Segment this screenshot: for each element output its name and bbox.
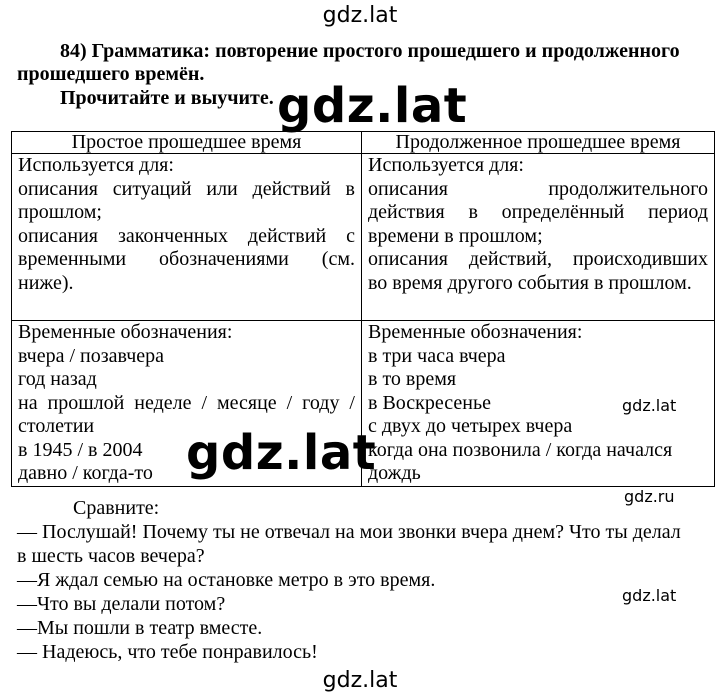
table-line: когда она позвонила / когда начался (368, 438, 673, 461)
table-line: времени в прошлом; (368, 224, 543, 247)
table-line: в то время (368, 368, 457, 390)
table-line: в 1945 / в 2004 (18, 438, 143, 461)
header-past-simple: Простое прошедшее время (12, 132, 362, 154)
exercise-instruction: Прочитайте и выучите. (60, 87, 274, 109)
table-line: Используется для: (18, 154, 174, 176)
table-line: на прошлой неделе / месяце / году / (18, 391, 355, 414)
table-line: столетии (18, 415, 95, 437)
watermark-bottom: gdz.lat (322, 668, 398, 693)
dialog-line: в шесть часов вечера? (17, 545, 205, 567)
dialog-line: —Что вы делали потом? (17, 593, 226, 615)
watermark-large: gdz.lat (186, 425, 377, 481)
table-line: временными обозначениями (см. (18, 248, 355, 270)
table-line: год назад (18, 368, 97, 390)
table-line: с двух до четырех вчера (368, 415, 573, 437)
table-line: Временные обозначения: (368, 321, 583, 343)
header-past-continuous: Продолженное прошедшее время (362, 132, 715, 154)
table-line: дождь (368, 462, 421, 484)
dialog-line: — Надеюсь, что тебе понравилось! (17, 641, 318, 663)
table-line: давно / когда-то (18, 462, 153, 484)
watermark-small: gdz.ru (624, 487, 675, 506)
table-line: ниже). (18, 271, 74, 294)
table-line: описания законченных действий с (18, 224, 355, 247)
table-line: описания действий, происходивших (368, 248, 708, 270)
table-line: в три часа вчера (368, 344, 506, 367)
exercise-title: 84) Грамматика: повторение простого прошедшего и продолженного (60, 40, 680, 62)
table-line: прошлом; (18, 201, 102, 223)
dialog-section (17, 496, 681, 664)
compare-label: Сравните: (73, 497, 160, 519)
watermark-small: gdz.lat (622, 396, 677, 415)
dialog-line: —Мы пошли в театр вместе. (17, 617, 263, 639)
table-header-row (12, 132, 715, 154)
usage-past-continuous (362, 154, 715, 321)
table-line: вчера / позавчера (18, 344, 165, 367)
dialog-line: —Я ждал семью на остановке метро в это время. (17, 569, 436, 591)
usage-past-simple (12, 154, 362, 321)
table-line: Временные обозначения: (18, 321, 233, 343)
table-line: действия в определённый период (368, 201, 708, 223)
watermark-large: gdz.lat (277, 78, 468, 134)
table-line: во время другого события в прошлом. (368, 271, 692, 294)
watermark-small: gdz.lat (622, 586, 677, 605)
table-line: Используется для: (368, 154, 524, 176)
dialog-line: — Послушай! Почему ты не отвечал на мои звонки вчера днем? Что ты делал (17, 521, 681, 543)
exercise-title-continued: прошедшего времён. (17, 63, 205, 85)
table-line: описания продолжительного (368, 177, 708, 200)
watermark-top: gdz.lat (322, 3, 398, 28)
table-line: в Воскресенье (368, 391, 491, 414)
table-row-usage (12, 154, 715, 321)
table-line: описания ситуаций или действий в (18, 177, 355, 200)
